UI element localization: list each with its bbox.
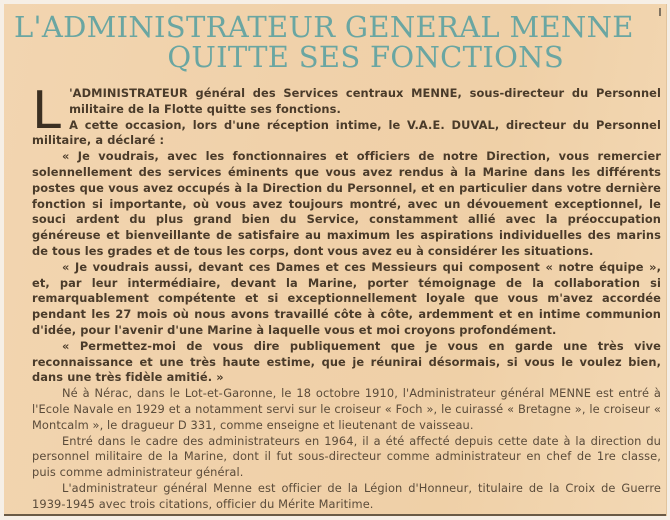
article-paragraph: « Permettez-moi de vous dire publiquement que je vous en garde une très vive reconnaissance et une très haute estime, que je réunirai désormais, si vous le voulez bien, dans une très fidèle amitié. »: [32, 338, 661, 385]
article-headline: [14, 12, 654, 72]
article-paragraph: Né à Nérac, dans le Lot-et-Garonne, le 18 octobre 1910, l'Administrateur général MENNE est entré à l'Ecole Navale en 1929 et a notamment servi sur le croiseur « Foch », le cuirassé « Bretagne », le croiseur « Montcalm », le dragueur D 331, comme enseigne et lieutenant de vaisseau.: [32, 386, 661, 432]
newspaper-clipping: [4, 4, 667, 516]
article-paragraph-lead: 'ADMINISTRATEUR général des Services centraux MENNE, sous-directeur du Personnel militaire de la Flotte quitte ses fonctions.: [69, 86, 661, 116]
article-paragraph: « Je voudrais aussi, devant ces Dames et ces Messieurs qui composent « notre équipe », et, par leur intermédiaire, devant la Marine, porter témoignage de la collaboration si remarquablement compétente et si exceptionnellement loyale que vous m'avez accordée pendant les 27 mois où nous avons travaillé côte à côte, ardemment et en intime communion d'idée, pour l'avenir d'une Marine à laquelle vous et moi croyons profondément.: [32, 259, 661, 337]
headline-line-2: QUITTE SES FONCTIONS: [167, 40, 564, 74]
article-paragraph: « Je voudrais, avec les fonctionnaires et officiers de notre Direction, vous remercier solennellement des services éminents que vous avez rendus à la Marine dans les différents postes que vous avez occupés à la Direction du Personnel, et en particulier dans votre dernière fonction si importante, où vous avez toujours montré, avec un dévouement exceptionnel, le souci ardent du plus grand bien du Service, constamment allié avec la préoccupation généreuse et bienveillante de satisfaire au maximum les aspirations individuelles des marins de tous les grades et de tous les corps, dont vous avez eu à considérer les situations.: [32, 149, 661, 258]
article-paragraph: L'administrateur général Menne est officier de la Légion d'Honneur, titulaire de la Croix de Guerre 1939-1945 avec trois citations, officier du Mérite Maritime.: [32, 480, 661, 511]
drop-cap: L: [32, 81, 62, 141]
text-cursor-icon: I: [658, 6, 662, 19]
article-body: [32, 81, 661, 513]
article-paragraph: Entré dans le cadre des administrateurs en 1964, il a été affecté depuis cette date à la direction du personnel militaire de la Marine, dont il fut sous-directeur comme administrateur en chef de 1re classe, puis comme administrateur général.: [32, 433, 661, 480]
article-paragraph: A cette occasion, lors d'une réception intime, le V.A.E. DUVAL, directeur du Personnel militaire, a déclaré :: [32, 117, 661, 148]
headline-line-1: L'ADMINISTRATEUR GENERAL MENNE: [14, 10, 634, 44]
